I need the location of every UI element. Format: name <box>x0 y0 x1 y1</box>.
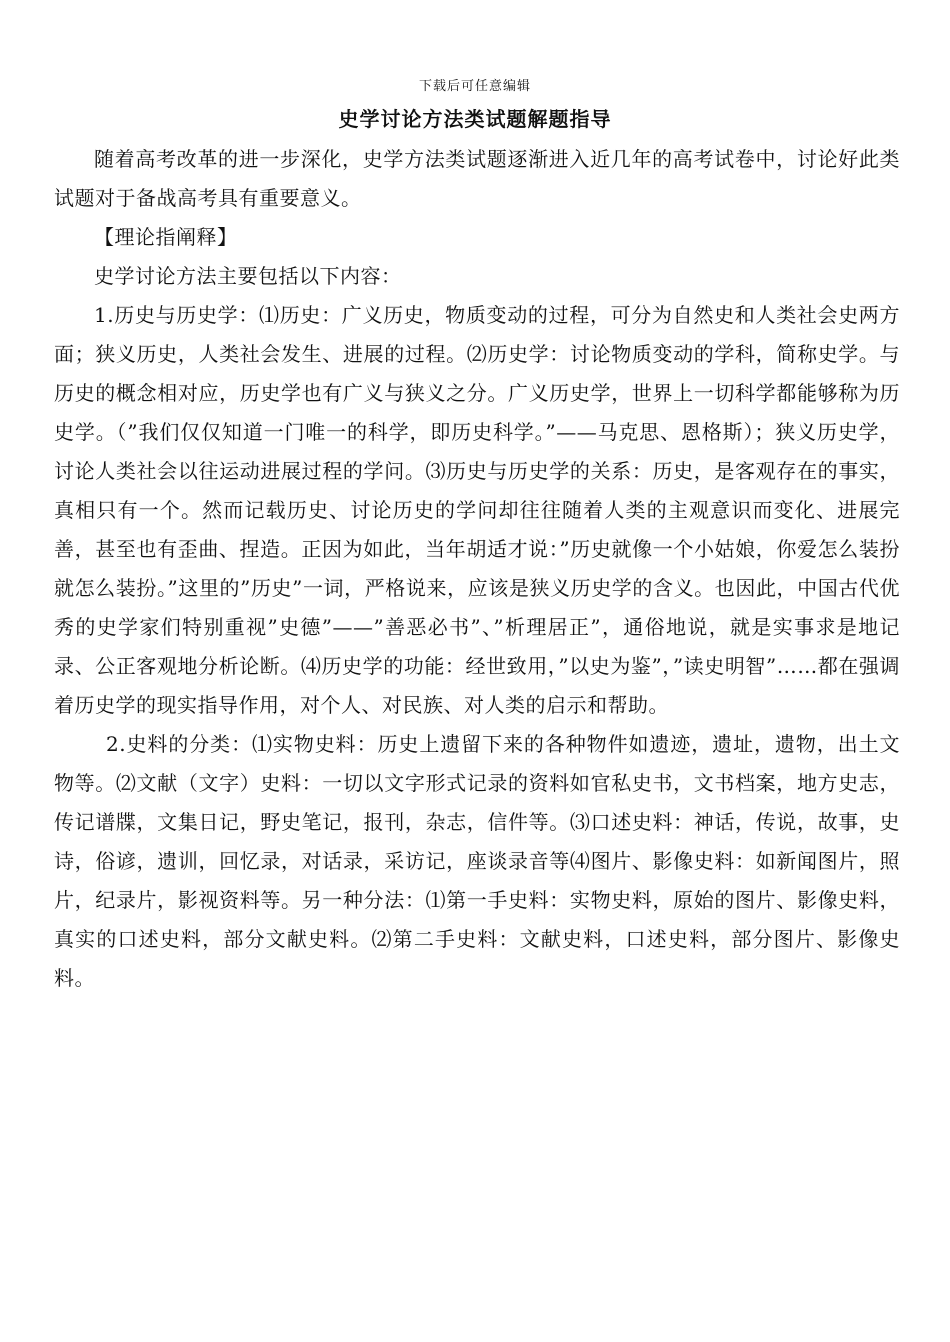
document-title: 史学讨论方法类试题解题指导 <box>338 107 612 131</box>
item-1-paragraph: 1.历史与历史学：⑴历史：广义历史，物质变动的过程，可分为自然史和人类社会史两方面；狭义历史，人类社会发生、进展的过程。⑵历史学：讨论物质变动的学科，简称史学。与历史的概念相对应，历史学也有广义与狭义之分。广义历史学，世界上一切科学都能够称为历史学。（”我们仅仅知道一门唯一的科学，即历史科学。”——马克思、恩格斯）；狭义历史学，讨论人类社会以往运动进展过程的学问。⑶历史与历史学的关系：历史，是客观存在的事实，真相只有一个。然而记载历史、讨论历史的学问却往往随着人类的主观意识而变化、进展完善，甚至也有歪曲、捏造。正因为如此，当年胡适才说：”历史就像一个小姑娘，你爱怎么装扮就怎么装扮。”这里的”历史”一词，严格说来，应该是狭义历史学的含义。也因此，中国古代优秀的史学家们特别重视”史德”——”善恶必书”、”析理居正”，通俗地说，就是实事求是地记录、公正客观地分析论断。⑷历史学的功能：经世致用，”以史为鉴”，”读史明智”……都在强调着历史学的现实指导作用，对个人、对民族、对人类的启示和帮助。 <box>54 303 900 717</box>
intro-paragraph: 随着高考改革的进一步深化，史学方法类试题逐渐进入近几年的高考试卷中，讨论好此类试题对于备战高考具有重要意义。 <box>54 147 900 210</box>
section-heading: 【理论指阐释】 <box>94 225 238 249</box>
document-body <box>54 140 900 998</box>
header-note: 下载后可任意编辑 <box>418 79 531 94</box>
section-lead: 史学讨论方法主要包括以下内容： <box>94 264 402 288</box>
item-2-paragraph: 2.史料的分类：⑴实物史料：历史上遗留下来的各种物件如遗迹，遗址，遗物，出土文物等。⑵文献（文字）史料：一切以文字形式记录的资料如官私史书，文书档案，地方史志，传记谱牒，文集日记，野史笔记，报刊，杂志，信件等。⑶口述史料：神话，传说，故事，史诗，俗谚，遗训，回忆录，对话录，采访记，座谈录音等⑷图片、影像史料：如新闻图片，照片，纪录片，影视资料等。另一种分法：⑴第一手史料：实物史料，原始的图片、影像史料，真实的口述史料，部分文献史料。⑵第二手史料：文献史料，口述史料，部分图片、影像史料。 <box>54 732 900 990</box>
